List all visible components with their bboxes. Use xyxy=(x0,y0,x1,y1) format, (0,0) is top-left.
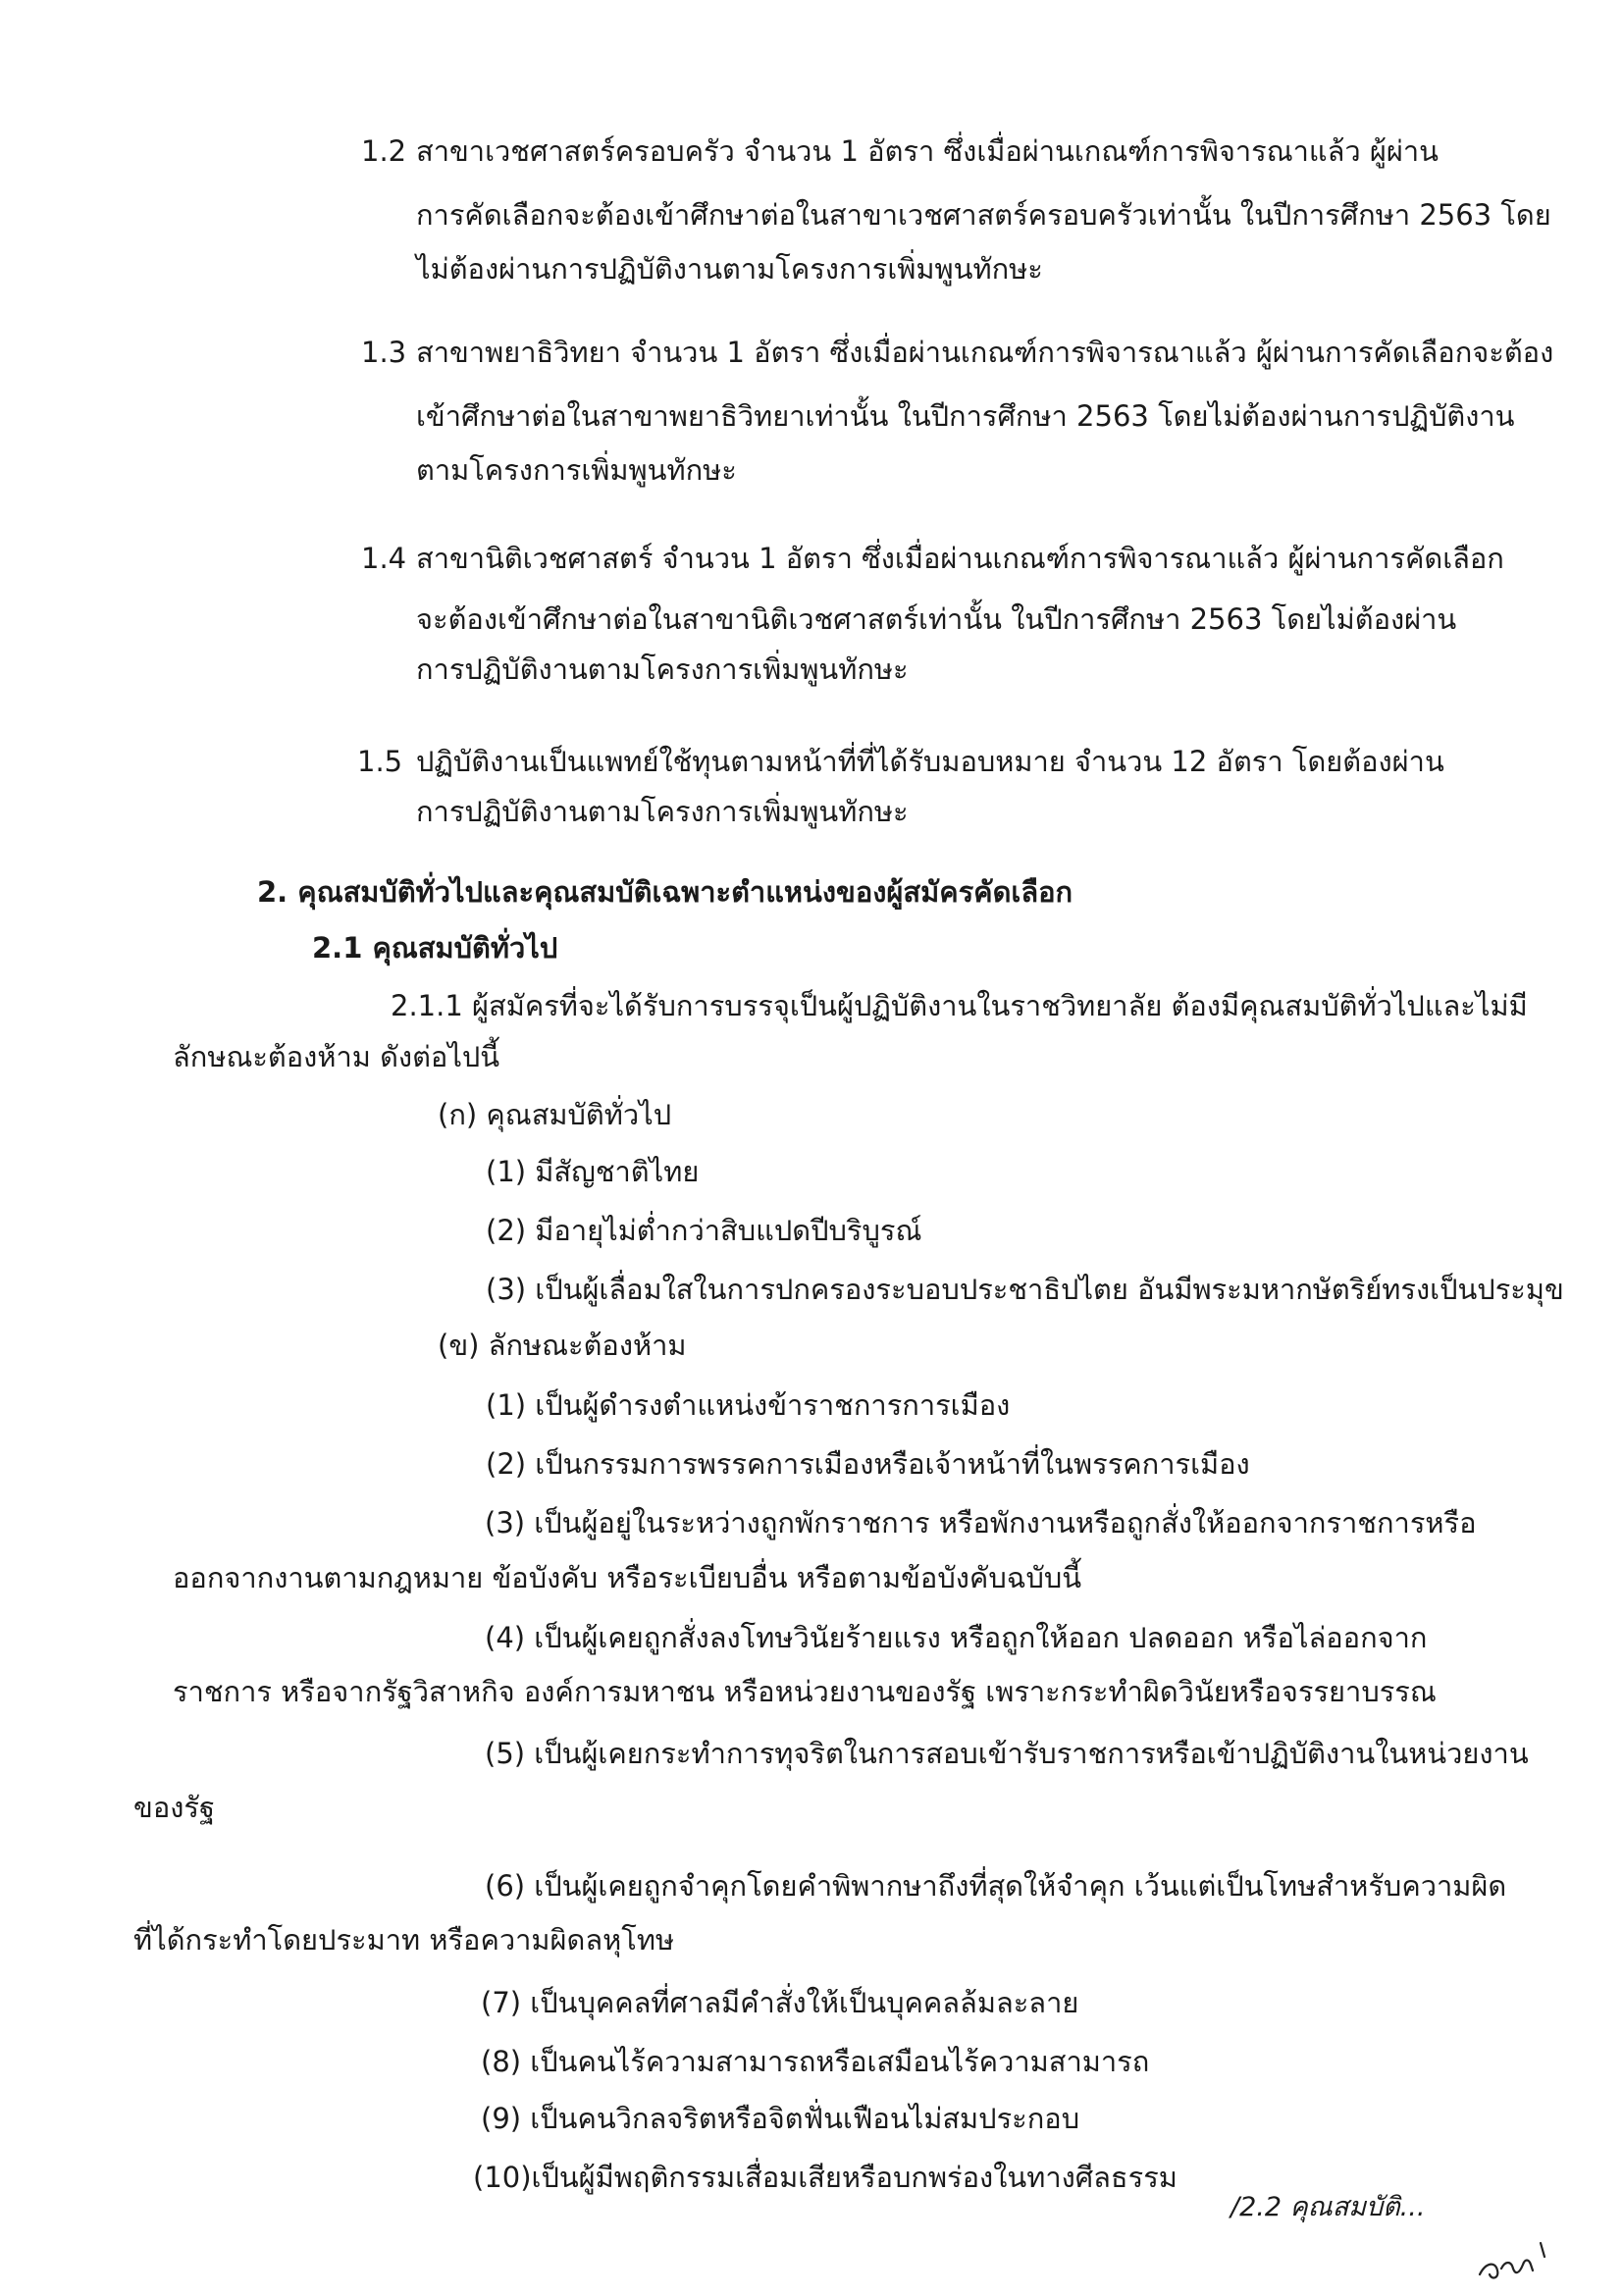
list-item: (8) เป็นคนไร้ความสามารถหรือเสมือนไร้ความสามารถ xyxy=(481,2045,1150,2078)
list-item: (1) เป็นผู้ดำรงตำแหน่งข้าราชการการเมือง xyxy=(486,1388,1011,1422)
text-line: ตามโครงการเพิ่มพูนทักษะ xyxy=(416,453,737,487)
list-item-continuation: ออกจากงานตามกฎหมาย ข้อบังคับ หรือระเบียบอื่น หรือตามข้อบังคับฉบับนี้ xyxy=(173,1561,1082,1594)
text-line: เข้าศึกษาต่อในสาขาพยาธิวิทยาเท่านั้น ในปีการศึกษา 2563 โดยไม่ต้องผ่านการปฏิบัติงาน xyxy=(416,399,1515,433)
item-number: 1.2 xyxy=(361,134,407,168)
list-item: (5) เป็นผู้เคยกระทำการทุจริตในการสอบเข้ารับราชการหรือเข้าปฏิบัติงานในหน่วยงาน xyxy=(485,1737,1529,1770)
list-item: (9) เป็นคนวิกลจริตหรือจิตฟั่นเฟือนไม่สมประกอบ xyxy=(481,2102,1080,2135)
initials-signature-icon xyxy=(1472,2235,1560,2284)
group-label: (ก) คุณสมบัติทั่วไป xyxy=(438,1098,672,1131)
item-number: 1.4 xyxy=(361,542,407,575)
sub-heading: 2.1 คุณสมบัติทั่วไป xyxy=(312,931,558,965)
text-line: สาขาเวชศาสตร์ครอบครัว จำนวน 1 อัตรา ซึ่งเมื่อผ่านเกณฑ์การพิจารณาแล้ว ผู้ผ่าน xyxy=(416,134,1439,168)
list-item-continuation: ราชการ หรือจากรัฐวิสาหกิจ องค์การมหาชน หรือหน่วยงานของรัฐ เพราะกระทำผิดวินัยหรือจรรยาบรรณ xyxy=(173,1675,1437,1708)
text-line: สาขานิติเวชศาสตร์ จำนวน 1 อัตรา ซึ่งเมื่อผ่านเกณฑ์การพิจารณาแล้ว ผู้ผ่านการคัดเลือก xyxy=(416,542,1504,575)
paragraph-line: 2.1.1 ผู้สมัครที่จะได้รับการบรรจุเป็นผู้ปฏิบัติงานในราชวิทยาลัย ต้องมีคุณสมบัติทั่วไปและไม่มี xyxy=(391,989,1528,1022)
text-line: การปฏิบัติงานตามโครงการเพิ่มพูนทักษะ xyxy=(416,652,909,686)
list-item: (2) มีอายุไม่ต่ำกว่าสิบแปดปีบริบูรณ์ xyxy=(486,1214,922,1247)
text-line: ปฏิบัติงานเป็นแพทย์ใช้ทุนตามหน้าที่ที่ได้รับมอบหมาย จำนวน 12 อัตรา โดยต้องผ่าน xyxy=(416,745,1444,778)
continuation-marker: /2.2 คุณสมบัติ... xyxy=(1230,2192,1426,2222)
list-item: (6) เป็นผู้เคยถูกจำคุกโดยคำพิพากษาถึงที่สุดให้จำคุก เว้นแต่เป็นโทษสำหรับความผิด xyxy=(485,1869,1507,1903)
text-line: ไม่ต้องผ่านการปฏิบัติงานตามโครงการเพิ่มพูนทักษะ xyxy=(416,252,1043,286)
list-item: (7) เป็นบุคคลที่ศาลมีคำสั่งให้เป็นบุคคลล้มละลาย xyxy=(481,1986,1079,2019)
list-item: (2) เป็นกรรมการพรรคการเมืองหรือเจ้าหน้าที่ในพรรคการเมือง xyxy=(486,1447,1250,1481)
list-item-continuation: ของรัฐ xyxy=(133,1791,215,1824)
text-line: การปฏิบัติงานตามโครงการเพิ่มพูนทักษะ xyxy=(416,795,909,828)
list-item: (4) เป็นผู้เคยถูกสั่งลงโทษวินัยร้ายแรง หรือถูกให้ออก ปลดออก หรือไล่ออกจาก xyxy=(485,1621,1428,1654)
list-item: (3) เป็นผู้อยู่ในระหว่างถูกพักราชการ หรือพักงานหรือถูกสั่งให้ออกจากราชการหรือ xyxy=(485,1506,1477,1539)
text-line: การคัดเลือกจะต้องเข้าศึกษาต่อในสาขาเวชศาสตร์ครอบครัวเท่านั้น ในปีการศึกษา 2563 โดย xyxy=(416,198,1551,232)
list-item: (1) มีสัญชาติไทย xyxy=(486,1155,700,1188)
item-number: 1.3 xyxy=(361,336,407,369)
paragraph-line: ลักษณะต้องห้าม ดังต่อไปนี้ xyxy=(173,1040,500,1073)
list-item-continuation: ที่ได้กระทำโดยประมาท หรือความผิดลหุโทษ xyxy=(133,1923,675,1957)
text-line: จะต้องเข้าศึกษาต่อในสาขานิติเวชศาสตร์เท่านั้น ในปีการศึกษา 2563 โดยไม่ต้องผ่าน xyxy=(416,602,1457,636)
section-heading: 2. คุณสมบัติทั่วไปและคุณสมบัติเฉพาะตำแหน่งของผู้สมัครคัดเลือก xyxy=(257,875,1073,909)
group-label: (ข) ลักษณะต้องห้าม xyxy=(438,1329,687,1362)
list-item: (3) เป็นผู้เลื่อมใสในการปกครองระบอบประชาธิปไตย อันมีพระมหากษัตริย์ทรงเป็นประมุข xyxy=(486,1273,1564,1306)
list-item: (10)เป็นผู้มีพฤติกรรมเสื่อมเสียหรือบกพร่องในทางศีลธรรม xyxy=(473,2161,1178,2194)
text-line: สาขาพยาธิวิทยา จำนวน 1 อัตรา ซึ่งเมื่อผ่านเกณฑ์การพิจารณาแล้ว ผู้ผ่านการคัดเลือกจะต้อง xyxy=(416,336,1554,369)
item-number: 1.5 xyxy=(357,745,403,778)
